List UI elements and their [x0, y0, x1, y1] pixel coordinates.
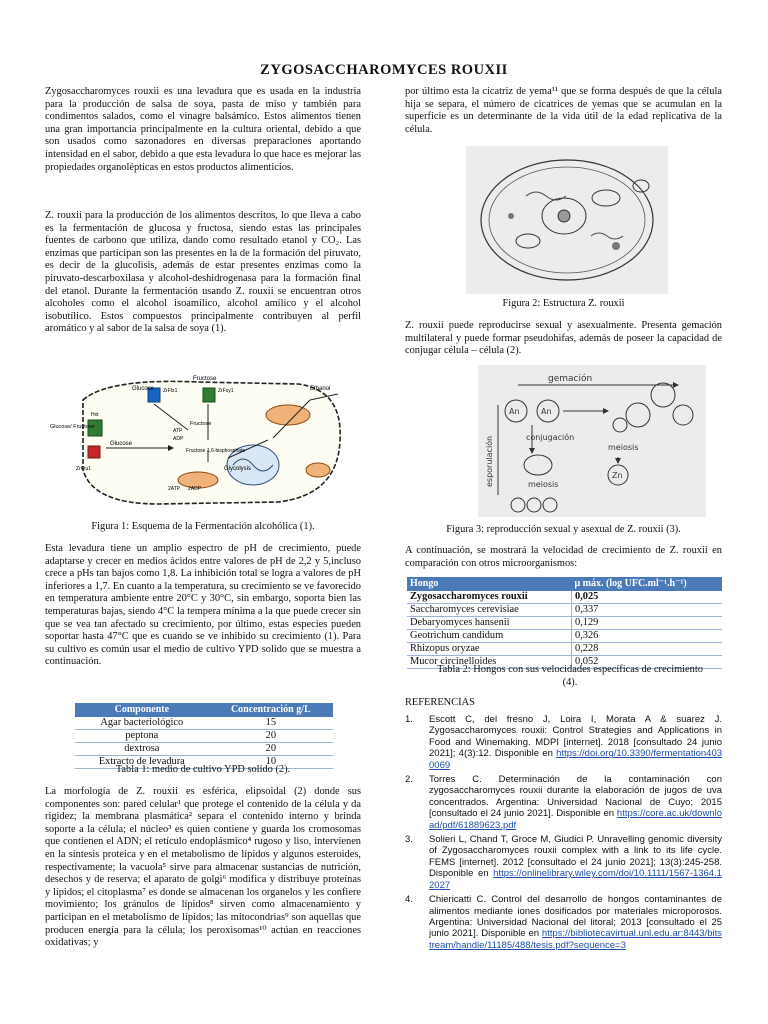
figure-2-cell-structure [466, 146, 668, 294]
fig1-glucose-mid: Glucose [110, 441, 133, 447]
figure-3-caption: Figura 3: reproducción sexual y asexual de Z. rouxii (3). [446, 524, 681, 535]
table-row: dextrosa 20 [75, 743, 333, 756]
reference-link[interactable]: https://doi.org/10.3390/fermentation4030069 [429, 748, 723, 771]
fig1-2atp: 2ATP [168, 486, 181, 492]
table-row: peptona 20 [75, 730, 333, 743]
table-row: Debaryomyces hansenii 0,129 [407, 617, 722, 630]
fig1-hxt: Hxt [91, 412, 99, 418]
references-list [405, 714, 722, 954]
right-paragraph-3: A continuación, se mostrará la velocidad de crecimiento de Z. rouxii en comparación con otros microorganismos: [405, 545, 722, 569]
table2-header-mu-max: μ máx. (log UFC.ml⁻¹.h⁻¹) [572, 577, 723, 591]
table2-header-fungus: Hongo [407, 577, 572, 591]
table-row: Rhizopus oryzae 0,228 [407, 643, 722, 656]
reference-item: 2. Torres C. Determinación de la contaminación con zygosaccharomyces rouxii durante la elaboración de jugos de uva concentrados. Argentina: Universidad Nacional de Cuyo; 2015 [consultado el 24 junio 2021]. Disponible en https://core.ac.uk/download/pdf/61889623.pdf [405, 774, 722, 831]
table-row: Zygosaccharomyces rouxii 0,025 [407, 591, 722, 604]
fig3-an-2: An [541, 407, 552, 416]
figure-1-fermentation [48, 370, 358, 515]
left-paragraph-1: Zygosaccharomyces rouxii es una levadura que es usada en la industria para la producción de salsa de soya, pasta de miso y también para condimentos salados, como el vinagre balsámico. Estos alimentos tienen una gran importancia principalmente en la cultura oriental, debido a que son usados como sazonadores en diversas preparaciones aportando intensidad en el sabor, debido a que esta levadura lo que hace es mejorar las propiedades organolépticas en estos productos alimenticios. [45, 86, 361, 173]
reference-item: 3. Solieri L, Chand T, Groce M, Giudici P. Unravelling genomic diversity of Zygosaccharomyces rouxii complex with a link to its life cycle. FEMS [internet]. 2012 [consultado el 24 junio 2021]; 13(3):245-258. Disponible en https://onlinelibrary.wiley.com/doi/10.1111/1567-1364.12027 [405, 834, 722, 891]
table1-header-concentration: Concentración g/L [209, 703, 333, 717]
table-row: Extracto de levadura 10 [75, 756, 333, 769]
fig3-gemacion: gemación [548, 374, 593, 384]
reference-link[interactable]: https://onlinelibrary.wiley.com/doi/10.1111/1567-1364.12027 [429, 868, 722, 891]
fig3-meiosis-2: meiosis [528, 480, 559, 489]
table-1-caption: Tabla 1: medio de cultivo YPD solido (2). [115, 764, 291, 775]
fig3-conjugacion: conjugación [526, 433, 575, 442]
reference-item: 4. Chiericatti C. Control del desarrollo de hongos contaminantes de alimentos mediante iones dosificados por materiales microporosos. Argentina: Universidad Nacional del litoral; 2013 [consultado el 25 junio 2021]. Disponible en https://bibliotecavirtual.unl.edu.ar:8443/bitstream/handle/11185/488/tesis.pdf?sequence=3 [405, 894, 722, 951]
fig3-meiosis-1: meiosis [608, 443, 639, 452]
reference-item: 1. Escott C, del fresno J, Loira I, Morata A & suarez J. Zygosaccharomyces rouxii: Control Strategies and Applications in Food and Winemaking. MDPI [internet]. 2018 [consultado 24 junio 2021]; 4(3):12. Disponible en https://doi.org/10.3390/fermentation4030069 [405, 714, 723, 771]
table-row: Agar bacteriológico 15 [75, 717, 333, 730]
fig1-fructose-mid: Fructose [190, 421, 212, 427]
fig1-zrfru1: ZrFru1 [76, 466, 91, 472]
table1-header-component: Componente [75, 703, 209, 717]
figure-1-caption: Figura 1: Esquema de la Fermentación alcohólica (1). [91, 521, 315, 532]
fig1-zrffz1: ZrFfz1 [163, 388, 178, 394]
table-row: Mucor circinelloides 0,052 [407, 656, 722, 669]
figure-2-caption: Figura 2: Estructura Z. rouxii [502, 298, 625, 309]
fig1-atp: ATP [173, 428, 183, 434]
table-row: Geotrichum candidum 0,326 [407, 630, 722, 643]
fig1-2adp: 2ADP [188, 486, 202, 492]
table-growth-rates [407, 577, 722, 669]
table-row: Saccharomyces cerevisiae 0,337 [407, 604, 722, 617]
left-paragraph-4: La morfología de Z. rouxii es esférica, elipsoidal (2) donde sus componentes son: pared celular¹ que protege el contenido de la célula y da rigidez; la membrana plasmática² separa el contenido interno y brinda soporte a la célula; el núcleo³ es quien contiene y guarda los cromosomas que contienen el ADN; el retículo endoplásmico⁴ rugoso y liso, intervienen en la síntesis proteica y en el metabolismo de lípidos y algunos esteroides, respectivamente; la vacuola⁵ sirve para almacenar sustancias de nutrición, desechos y de reserva; el aparato de golgi⁶ modifica y distribuye proteínas y lípidos; el citoplasma⁷ es donde se almacenan los organelos y les confiere movimiento; los gránulos de lípidos⁸ sirven como almacenamiento y participan en el metabolismo de lípidos; las mitocondrias⁹ son aquellas que producen energía para la célula; los peroxisomas¹⁰ actúan en reacciones oxidativas; y [45, 786, 361, 949]
fig1-zrfsy1: ZrFsy1 [218, 388, 234, 394]
fig1-fructose-top: Fructose [193, 376, 217, 382]
table-2-caption: Tabla 2: Hongos con sus velocidades específicas de crecimiento (4). [437, 664, 703, 688]
left-paragraph-2: Z. rouxii para la producción de los alimentos descritos, lo que lleva a cabo es la fermentación de glucosa y fructosa, siendo estas las principales fuentes de carbono que utiliza, dando como resultado etanol y CO₂. Las enzimas que participan son las presentes en la de la formación del piruvato, es decir de la glucolisis, además de estar presentes enzimas como la piruvato-descarboxilasa y alcohol-deshidrogenasa para la formación final del etanol. Durante la fermentación usando Z. rouxii se encuentran otros alcoholes como el alcohol isoamílico, alcohol amílico y el alcohol isobutílico. Estos compuestos principalmente contribuyen al perfil aromático y al sabor de la salsa de soya (1). [45, 210, 361, 335]
references-heading: REFERENCIAS [405, 697, 475, 708]
page-title: ZYGOSACCHAROMYCES ROUXII [260, 62, 508, 78]
fig1-ethanol: Ethanol [310, 386, 331, 392]
right-paragraph-2: Z. rouxii puede reproducirse sexual y asexualmente. Presenta gemación multilateral y puede formar pseudohifas, además de poseer la capacidad de conjugar célula – célula (2). [405, 320, 722, 357]
right-paragraph-1: por último esta la cicatriz de yema¹¹ que se forma después de que la célula hija se separa, el número de cicatrices de yemas que se acumulan en la superficie es un determinante de la vida útil de la edad replicativa de la célula. [405, 86, 722, 135]
table-ypd-medium [75, 703, 333, 769]
fig1-glycolysis: Glycolysis [224, 466, 252, 472]
figure-3-reproduction [478, 365, 706, 517]
fig3-esporulacion: esporulación [485, 435, 494, 487]
fig1-fructose-bp: Fructose 1,6-bisphosphate [186, 448, 246, 454]
fig1-adp: ADP [173, 436, 184, 442]
fig1-glucose-top: Glucose [132, 386, 155, 392]
reference-link[interactable]: https://core.ac.uk/download/pdf/61889623.pdf [429, 808, 722, 831]
reference-link[interactable]: https://bibliotecavirtual.unl.edu.ar:8443/bitstream/handle/11185/488/tesis.pdf?sequence=3 [429, 928, 722, 951]
fig1-glucose-fructose: Glucose/ Fructose [50, 424, 95, 430]
fig3-zn: Zn [612, 471, 623, 480]
left-paragraph-3: Esta levadura tiene un amplio espectro de pH de crecimiento, puede adaptarse y crecer en medios ácidos entre valores de pH de 2,2 y 5,incluso crece a pHs tan bajos como 1,8. La inhibición total se logra a valores de pH inferiores a 1,7. En cuanto a la temperatura, su crecimiento se ve favorecido en temperatura ambiente entre 20°C y 30°C, sin embargo, soporta bien las temperaturas bajas, siendo 4°C la tempera mínima a la que puede crecer sin que se vea tan afectado su crecimiento, por último, estas especies pueden soportar hasta 47°C que es cuando se ve inhibido su crecimiento (1). Para su cultivo es común usar el medio de cultivo YPD solido que se muestra a continuación. [45, 543, 361, 668]
fig3-an-1: An [509, 407, 520, 416]
